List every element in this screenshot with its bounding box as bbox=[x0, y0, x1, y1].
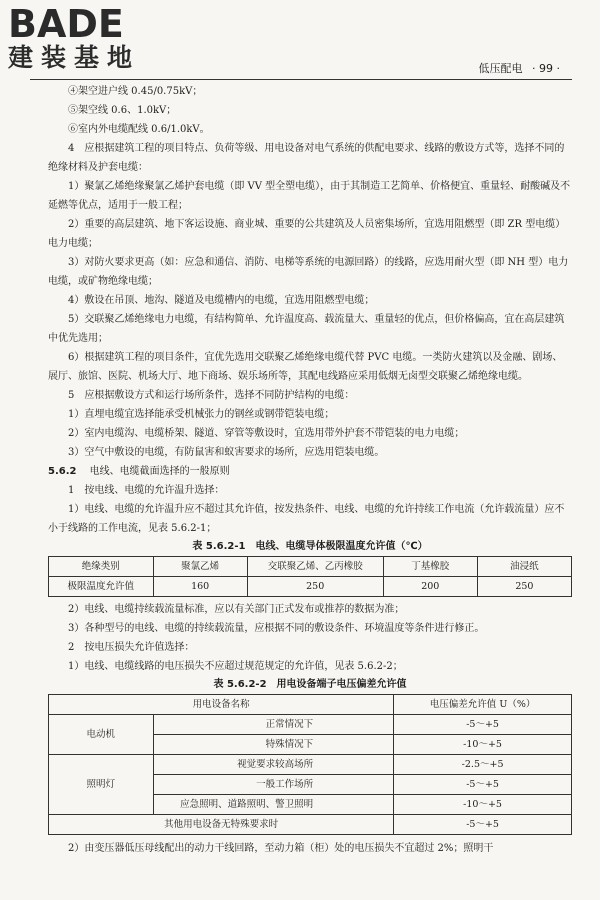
paragraph: 3）对防火要求更高（如：应急和通信、消防、电梯等系统的电源回路）的线路，应选用耐火型（即 NH 型）电力电缆，或矿物绝缘电缆； bbox=[48, 257, 569, 287]
table-cell: 250 bbox=[477, 577, 571, 597]
temperature-table bbox=[48, 556, 572, 597]
paragraph: 3）空气中敷设的电缆，有防鼠害和蚁害要求的场所，应选用铠装电缆。 bbox=[68, 447, 385, 458]
section-title: 电线、电缆截面选择的一般原则 bbox=[89, 466, 230, 477]
section-number: 5.6.2 bbox=[48, 466, 77, 477]
table-cell: 电压偏差允许值 U（%） bbox=[394, 695, 572, 715]
logo-subtitle: 建装基地 bbox=[8, 43, 141, 72]
table-cell: 用电设备名称 bbox=[49, 695, 394, 715]
table-caption: 表 5.6.2-2 用电设备端子电压偏差允许值 bbox=[213, 679, 407, 690]
text-line: ④架空进户线 0.45/0.75kV； bbox=[68, 86, 203, 97]
table-row bbox=[49, 715, 572, 735]
paragraph: 1 按电线、电缆的允许温升选择： bbox=[68, 485, 225, 496]
table-cell: 正常情况下 bbox=[153, 715, 394, 735]
table-cell: 电动机 bbox=[49, 715, 154, 755]
table-cell: -2.5～+5 bbox=[394, 755, 572, 775]
running-header bbox=[479, 60, 560, 76]
table-cell: -5～+5 bbox=[394, 715, 572, 735]
logo-wordmark: BADE bbox=[8, 2, 124, 46]
paragraph: 2）重要的高层建筑、地下客运设施、商业城、重要的公共建筑及人员密集场所，宜选用阻燃型（即 ZR 型电缆）电力电缆； bbox=[48, 219, 566, 249]
table-cell: 油浸纸 bbox=[477, 557, 571, 577]
paragraph: 3）各种型号的电线、电缆的持续载流量，应根据不同的敷设条件、环境温度等条件进行修正。 bbox=[68, 623, 485, 634]
header-section: 低压配电 bbox=[478, 62, 523, 75]
paragraph: 4 应根据建筑工程的项目特点、负荷等级、用电设备对电气系统的供配电要求、线路的敷设方式等，选择不同的绝缘材料及护套电缆： bbox=[48, 143, 565, 173]
section-heading bbox=[48, 462, 572, 481]
table-cell: 交联聚乙烯、乙丙橡胶 bbox=[247, 557, 383, 577]
table-cell: 250 bbox=[247, 577, 383, 597]
table-header-row bbox=[49, 695, 572, 715]
table-cell: 160 bbox=[153, 577, 247, 597]
text-line: ⑥室内外电缆配线 0.6/1.0kV。 bbox=[68, 124, 210, 135]
table-cell: -5～+5 bbox=[394, 775, 572, 795]
table-cell: 绝缘类别 bbox=[49, 557, 154, 577]
paragraph: 5）交联聚乙烯绝缘电力电缆，有结构简单、允许温度高、载流量大、重量轻的优点，但价格偏高，宜在高层建筑中优先选用； bbox=[48, 314, 565, 344]
paragraph: 2）室内电缆沟、电缆桥架、隧道、穿管等敷设时，宜选用带外护套不带铠装的电力电缆； bbox=[68, 428, 465, 439]
table-cell: -10～+5 bbox=[394, 795, 572, 815]
text-line: ⑤架空线 0.6、1.0kV； bbox=[68, 105, 177, 116]
paragraph: 1）电线、电缆线路的电压损失不应超过规范规定的允许值，见表 5.6.2-2； bbox=[68, 661, 403, 672]
table-cell: 200 bbox=[383, 577, 477, 597]
paragraph: 2）由变压器低压母线配出的动力干线回路，至动力箱（柜）处的电压损失不宜超过 2%；照明干 bbox=[68, 843, 494, 854]
table-cell: 极限温度允许值 bbox=[49, 577, 154, 597]
voltage-deviation-table bbox=[48, 694, 572, 835]
table-cell: -5～+5 bbox=[394, 815, 572, 835]
table-cell: -10～+5 bbox=[394, 735, 572, 755]
table-cell: 其他用电设备无特殊要求时 bbox=[49, 815, 394, 835]
paragraph: 4）敷设在吊顶、地沟、隧道及电缆槽内的电缆，宜选用阻燃型电缆； bbox=[68, 295, 375, 306]
table-cell: 应急照明、道路照明、警卫照明 bbox=[153, 795, 394, 815]
paragraph: 1）电线、电缆的允许温升应不超过其允许值，按发热条件、电线、电缆的允许持续工作电流（允许载流量）应不小于线路的工作电流，见表 5.6.2-1； bbox=[48, 504, 565, 534]
page-body bbox=[48, 82, 572, 858]
table-caption: 表 5.6.2-1 电线、电缆导体极限温度允许值（℃） bbox=[192, 541, 428, 552]
paragraph: 6）根据建筑工程的项目条件，宜优先选用交联聚乙烯绝缘电缆代替 PVC 电缆。一类防火建筑以及金融、剧场、展厅、旅馆、医院、机场大厅、地下商场、娱乐场所等，其配电线路应采用低烟无卤型交联聚乙烯绝缘电缆。 bbox=[48, 352, 563, 382]
logo bbox=[8, 4, 178, 72]
table-cell: 特殊情况下 bbox=[153, 735, 394, 755]
table-row bbox=[49, 577, 572, 597]
page-number: · 99 · bbox=[532, 62, 560, 75]
table-row bbox=[49, 815, 572, 835]
paragraph: 2 按电压损失允许值选择： bbox=[68, 642, 195, 653]
table-cell: 一般工作场所 bbox=[153, 775, 394, 795]
table-row bbox=[49, 755, 572, 775]
paragraph: 2）电线、电缆持续载流量标准，应以有关部门正式发布或推荐的数据为准； bbox=[68, 604, 405, 615]
header-divider bbox=[30, 79, 572, 80]
paragraph: 1）聚氯乙烯绝缘聚氯乙烯护套电缆（即 VV 型全塑电缆），由于其制造工艺简单、价格便宜、重量轻、耐酸碱及不延燃等优点，适用于一般工程； bbox=[48, 181, 571, 211]
table-cell: 丁基橡胶 bbox=[383, 557, 477, 577]
table-cell: 视觉要求较高场所 bbox=[153, 755, 394, 775]
paragraph: 1）直埋电缆宜选择能承受机械张力的钢丝或钢带铠装电缆； bbox=[68, 409, 335, 420]
table-cell: 聚氯乙烯 bbox=[153, 557, 247, 577]
paragraph: 5 应根据敷设方式和运行场所条件，选择不同防护结构的电缆： bbox=[68, 390, 355, 401]
table-cell: 照明灯 bbox=[49, 755, 154, 815]
table-header-row bbox=[49, 557, 572, 577]
